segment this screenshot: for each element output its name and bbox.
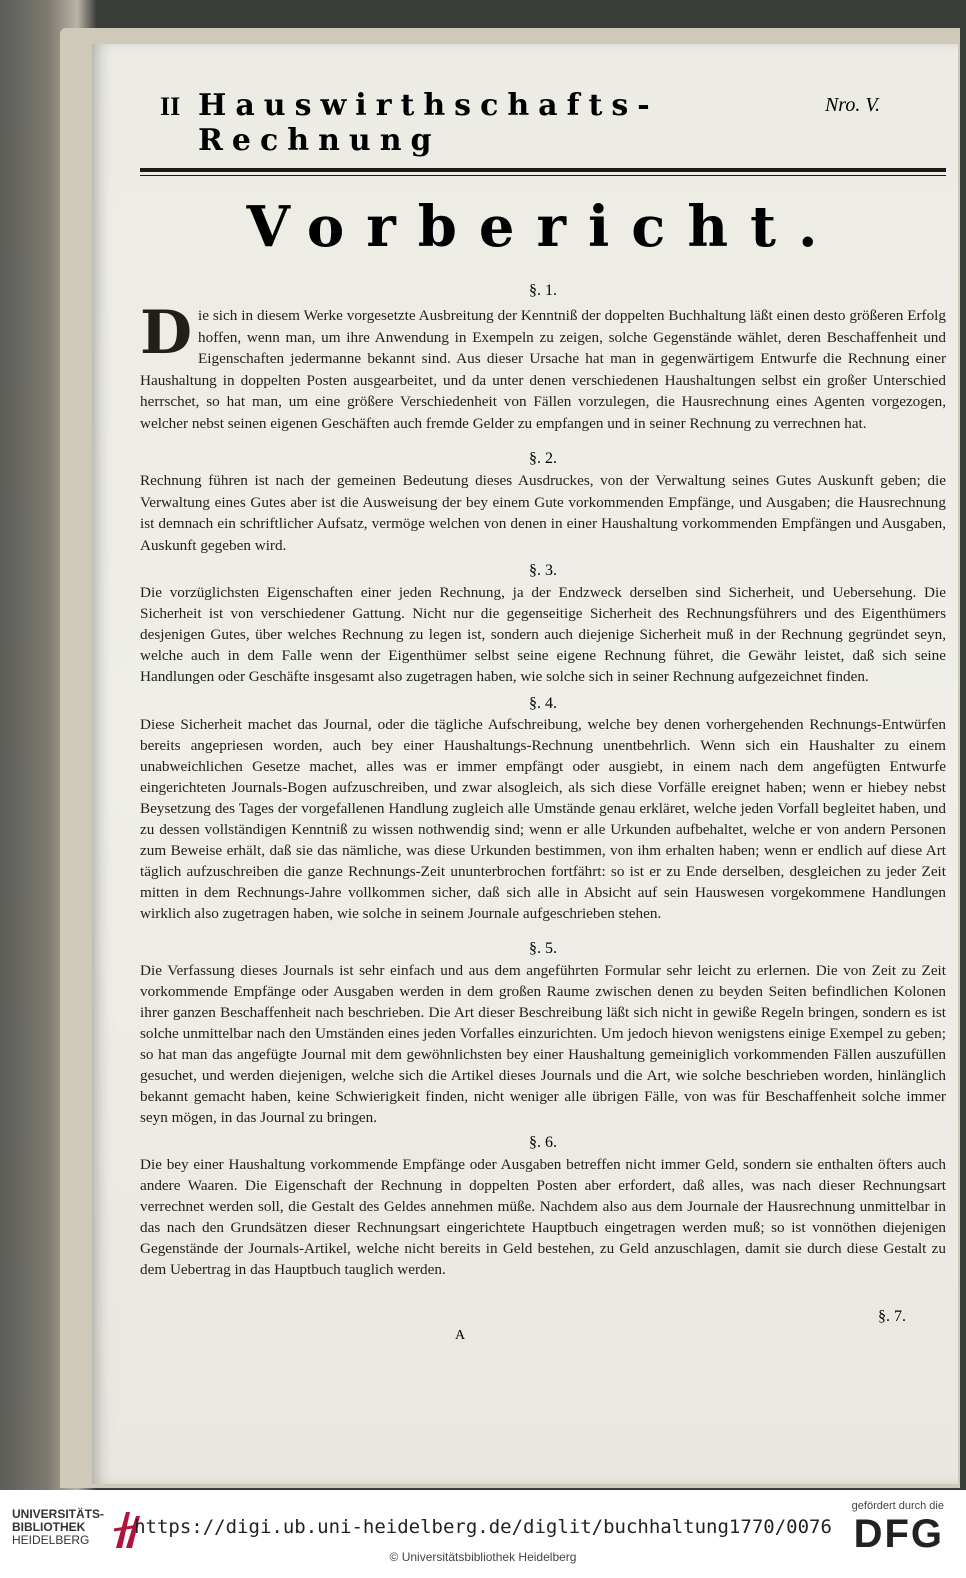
section-label-2: §. 2. [529,450,557,467]
header-rule-thin [140,175,946,176]
section-label-1: §. 1. [529,282,557,299]
copyright-notice: © Universitätsbibliothek Heidelberg [389,1550,577,1564]
page-title: Vorbericht. [246,194,840,260]
number-label: Nro. V. [824,94,880,116]
paragraph-1 [140,298,946,434]
page-number: II [160,92,181,121]
section-label-5: §. 5. [529,940,557,957]
paragraph-3: Die vorzüglichsten Eigenschaften einer jeden Rechnung, ja der Endzweck derselben sind Sicherheit, und Uebersehung. Die Sicherheit ist von verschiedener Gattung. Nicht nur die gegenseitige Sicherheit des Rechnungsführers und des Eigenthümers desjenigen Gutes, über welches Rechnung zu legen ist, sondern auch diejenige Sicherheit muß in der Rechnung gegründet seyn, welche auch in dem Falle wenn der Eigenthümer selbst seine eigene Rechnung führet, die Gewähr leistet, daß sich seine Handlungen oder Geschäfte insgesamt also zugetragen haben, wie solche sich in seiner Rechnung aufgezeichnet finden. [140,584,946,685]
permalink-url[interactable]: https://digi.ub.uni-heidelberg.de/diglit/buchhaltung1770/0076 [134,1516,832,1538]
signature-mark: A [455,1328,466,1343]
running-title: Hauswirthschafts-Rechnung [198,88,659,158]
paragraph-5: Die Verfassung dieses Journals ist sehr einfach und aus dem angeführten Formular sehr leicht zu erlernen. Die von Zeit zu Zeit vorkommende Empfänge oder Ausgaben werden in dem großen Raume zwischen denen zu beyden Seiten befindlichen Kolonen ihrer ganzen Beschaffenheit nach beschrieben. Die Art dieser Beschreibung läßt sich nicht in gewiße Regeln bringen, sondern es ist solche unmittelbar nach den Umständen eines jeden Vorfalles einzurichten. Um jedoch hievon wenigstens einige Exempel zu geben; so hat man das angefügte Journal mit dem gewöhnlichsten bey einer Haushaltung gemeiniglich vorkommenden Fällen auszufüllen gesuchet, und werden diejenigen, welche sich die Artikel dieses Journals und die Art, wie solche beschrieben worden, hinlänglich bekannt gemacht haben, keine Schwierigkeit finden, nicht weniger alle übrigen Fälle, von was für Beschaffenheit solche immer seyn mögen, in das Journal zu bringen. [140,962,946,1126]
catchword: §. 7. [878,1308,906,1325]
section-label-6: §. 6. [529,1134,557,1151]
funder-label: gefördert durch die [851,1500,944,1512]
section-label-4: §. 4. [529,695,557,712]
running-header [160,86,880,158]
dfg-logo: DFG [853,1512,944,1556]
paragraph-4: Diese Sicherheit machet das Journal, oder die tägliche Aufschreibung, welche bey denen vorhergehenden Rechnungs-Entwürfen bereits angepriesen worden, auch bey einer Haushaltungs-Rechnung unentbehrlich. Wenn sich ein Haushalter zu einem unabweichlichen Gesetze machet, alles was er immer empfängt oder ausgiebt, in einem nach dem angefügten Entwurfe eingerichteten Journals-Bogen aufzuschreiben, und zwar alsogleich, als sich diese Vorfälle ereignet haben; wenn er hiebey nebst Beysetzung des Tages der vorgefallenen Handlung zugleich alle Umstände genau erkläret, welche jeden Vorfall begleitet haben, und zu dessen vollständigen Kenntniß zu wissen nothwendig sind; wenn er alle Urkunden aufbehaltet, welche er von andern Personen zum Beweise erhält, daß sie das nämliche, was diese Urkunden bestimmen, von ihm erhalten haben; wenn er endlich auf diese Art täglich aufzuschreiben die ganze Rechnungs-Zeit ununterbrochen fortfährt: so ist er zu Ende derselben, desgleichen zu jeder Zeit mitten in dem Rechnungs-Jahre vollkommen sicher, daß sich alle in Absicht auf sein Hauswesen vorgekommene Handlungen wirklich also zugetragen haben, wie solche in seinem Journale aufgeschrieben stehen. [140,716,946,922]
paragraph-2: Rechnung führen ist nach der gemeinen Bedeutung dieses Ausdruckes, von der Verwaltung seines Gutes Auskunft geben; die Verwaltung eines Gutes aber ist die Ausweisung der bey einem Gute vorkommenden Empfänge, und Ausgaben; die Hausrechnung ist demnach ein schriftlicher Aufsatz, vermöge welchen von denen in einer Haushaltung vorkommenden Empfängen und Ausgaben, Auskunft gegeben wird. [140,472,946,554]
paragraph-6: Die bey einer Haushaltung vorkommende Empfänge oder Ausgaben betreffen nicht immer Geld, sondern sie enthalten öfters auch andere Waaren. Die Eigenschaft der Rechnung in doppelten Posten aber erfordert, daß alles, was nach dieser Rechnungsart verrechnet werden soll, die Gestalt des Geldes annehmen müße. Nachdem also aus dem Journale der Hausrechnung unmittelbar in das nach den Grundsätzen dieser Rechnungsart eingerichtete Hauptbuch eingetragen werden muß; so ist vonnöthen diejenigen Gegenstände der Journals-Artikel, welche nicht bereits in Geld bestehen, zu Geld anzuschlagen, damit sie durch diese Gestalt zu dem Uebertrag in das Hauptbuch tauglich werden. [140,1156,946,1278]
dropcap: D [140,298,193,368]
header-rule-thick [140,168,946,172]
section-label-3: §. 3. [529,562,557,579]
funder-badge[interactable] [834,1500,944,1556]
paragraph-1-text: ie sich in diesem Werke vorgesetzte Ausbreitung der Kenntniß der doppelten Buchhaltung läßt einen desto größeren Erfolg hoffen, wenn man, um ihre Anwendung in Exempeln zu zeigen, solche Gegenstände wählet, deren Beschaffenheit und Eigenschaften jedermanne bekannt sind. Aus dieser Ursache hat man in gegenwärtigem Entwurfe die Rechnung einer Haushaltung in doppelten Posten ausgearbeitet, und da unter denen verschiedenen Haushaltungen selbst ein großer Unterschied herrschet, so hat man, um eine größere Verschiedenheit von Fällen vorzulegen, die Hausrechnung eines Agenten vorgezogen, welcher nebst seinen eigenen Geschäften auch fremde Gelder zu empfangen und in seiner Rechnung zu verrechnen hat. [140,307,946,432]
viewer-footer [0,1490,966,1578]
library-name: UNIVERSITÄTS- BIBLIOTHEK HEIDELBERG [12,1507,105,1547]
